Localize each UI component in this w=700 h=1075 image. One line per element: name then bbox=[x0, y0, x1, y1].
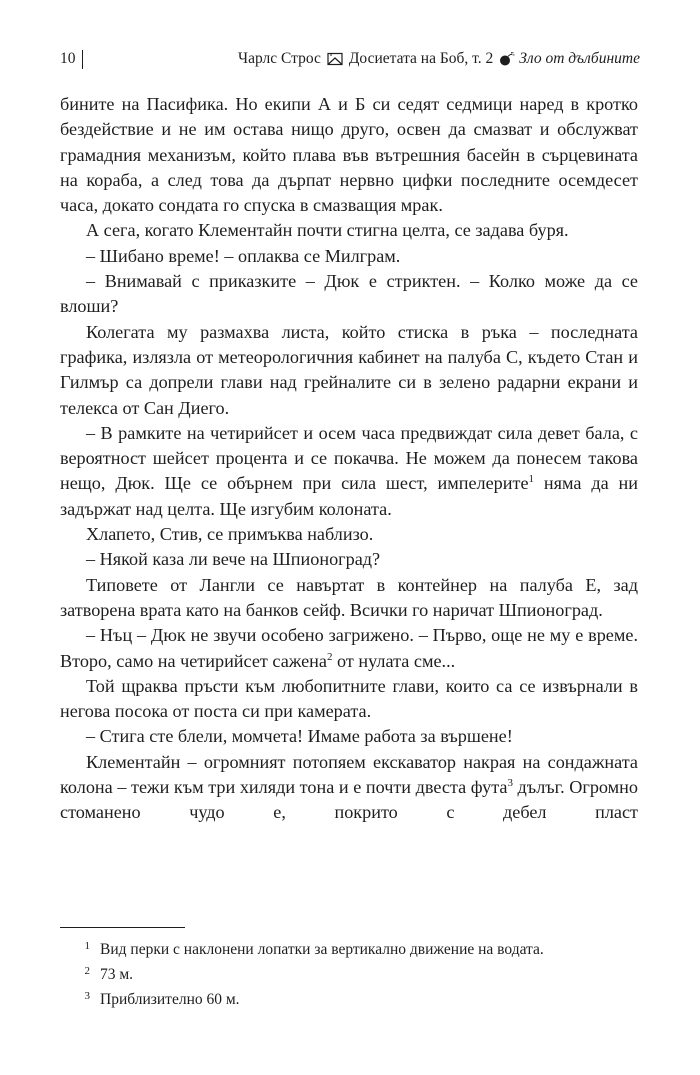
footnote-mark: 1 bbox=[84, 940, 90, 952]
paragraph: Колегата му размахва листа, който стиска в ръка – последната графика, излязла от метеорологичния кабинет на палуба С, където Стан и Гилмър са допрели глави над грейналите си в зелено радарни екрани и телекса от Сан Диего. bbox=[60, 321, 638, 418]
paragraph-text: от нулата сме... bbox=[337, 650, 456, 671]
footnote-ref: 1 bbox=[528, 473, 535, 486]
paragraph: бините на Пасифика. Но екипи А и Б си седят седмици наред в кротко бездействие и не им остава нищо друго, освен да смазват и обслужват грамадния механизъм, който плава във вътрешния басейн в сърцевината на кораба, а след това да дърпат нервно цифки последните осемдесет часа, докато сондата го спуска в смазващия мрак. bbox=[60, 94, 638, 216]
bomb-icon bbox=[499, 52, 515, 66]
paragraph-text: – Нъц – Дюк не звучи особено загрижено. – Първо, още не му е време. Второ, само на четирийсет сажена bbox=[60, 625, 638, 671]
footnotes bbox=[60, 937, 638, 1012]
paragraph: Хлапето, Стив, се примъква наблизо. bbox=[86, 524, 374, 545]
paragraph bbox=[60, 750, 638, 826]
footnote-mark: 3 bbox=[84, 990, 90, 1002]
book-icon bbox=[327, 52, 343, 66]
header-series: Досиетата на Боб, т. 2 bbox=[348, 50, 494, 67]
paragraph bbox=[60, 623, 638, 674]
header-author: Чарлс Строс bbox=[238, 50, 321, 67]
paragraph: – Шибано време! – оплаква се Милграм. bbox=[86, 245, 401, 266]
footnote-rule bbox=[60, 927, 185, 928]
paragraph: А сега, когато Клементайн почти стигна целта, се задава буря. bbox=[86, 220, 569, 241]
paragraph-text: – В рамките на четирийсет и осем часа предвиждат сила девет бала, с вероятност шейсет процента и се покачва. Не можем да понесем такова нещо, Дюк. Ще се обърнем при сила шест, импелерите bbox=[60, 422, 638, 494]
footnote-text: Вид перки с наклонени лопатки за вертикално движение на водата. bbox=[100, 941, 544, 958]
paragraph: – Някой каза ли вече на Шпионоград? bbox=[86, 549, 381, 570]
paragraph: – Внимавай с приказките – Дюк е стриктен. – Колко може да се влоши? bbox=[60, 271, 638, 317]
paragraph-text: дълъг. Огромно стоманено чудо е, покрито с дебел пласт bbox=[60, 777, 638, 823]
body-text bbox=[60, 92, 638, 826]
paragraph: Типовете от Лангли се навъртат в контейнер на палуба Е, зад затворена врата като на банков сейф. Всички го наричат Шпионоград. bbox=[60, 574, 638, 620]
header-title-group bbox=[238, 50, 640, 68]
paragraph: Той щраква пръсти към любопитните глави, които са се извърнали в негова посока от поста си при камерата. bbox=[60, 675, 638, 722]
paragraph-text: няма да ни задържат над целта. Ще изгубим колоната. bbox=[60, 473, 638, 519]
paragraph bbox=[60, 421, 638, 522]
paragraph: – Стига сте блели, момчета! Имаме работа за вършене! bbox=[86, 726, 513, 747]
footnote-text: Приблизително 60 м. bbox=[100, 991, 240, 1008]
running-header bbox=[60, 44, 640, 74]
footnote-mark: 2 bbox=[84, 965, 90, 977]
footnote bbox=[60, 987, 638, 1012]
footnote-ref: 2 bbox=[326, 650, 333, 663]
footnote-text: 73 м. bbox=[100, 966, 134, 983]
header-divider bbox=[82, 50, 84, 69]
page-number: 10 bbox=[60, 50, 76, 67]
paragraph-text: Клементайн – огромният потопяем екскаватор накрая на сондажната колона – тежи към три хиляди тона и е почти двеста фута bbox=[60, 751, 638, 798]
footnote bbox=[60, 962, 638, 987]
header-book-title: Зло от дълбините bbox=[519, 50, 640, 67]
footnote bbox=[60, 937, 638, 962]
footnote-ref: 3 bbox=[507, 776, 513, 789]
